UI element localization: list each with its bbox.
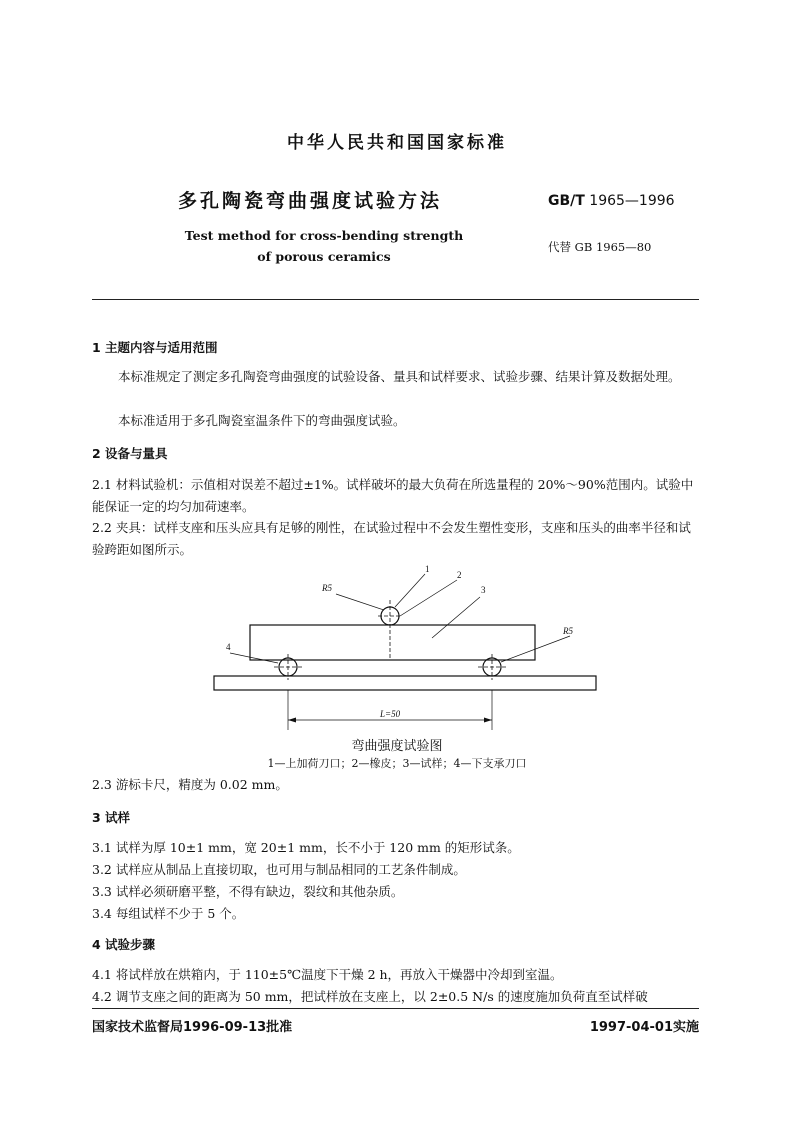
label-3: 3 bbox=[481, 585, 486, 595]
standard-code: 1965—1996 bbox=[589, 193, 675, 209]
footer-divider bbox=[92, 1008, 699, 1009]
figure-legend: 1—上加荷刀口；2—橡皮；3—试样；4—下支承刀口 bbox=[267, 757, 527, 770]
english-title-line2: of porous ceramics bbox=[257, 249, 391, 264]
header-divider bbox=[92, 299, 699, 300]
clause-4-2: 4.2 调节支座之间的距离为 50 mm，把试样放在支座上，以 2±0.5 N/s 的速度施加负荷直至试样破 bbox=[92, 989, 648, 1004]
radius-label-lower: R5 bbox=[563, 626, 573, 636]
span-label: L=50 bbox=[380, 709, 401, 719]
section-4-heading: 4 试验步骤 bbox=[92, 937, 156, 952]
clause-4-1: 4.1 将试样放在烘箱内，于 110±5℃温度下干燥 2 h，再放入干燥器中冷却到室温。 bbox=[92, 967, 563, 982]
section-3-heading: 3 试样 bbox=[92, 810, 131, 825]
document-title: 多孔陶瓷弯曲强度试验方法 bbox=[178, 190, 443, 212]
clause-3-3: 3.3 试样必须研磨平整，不得有缺边，裂纹和其他杂质。 bbox=[92, 884, 404, 899]
clause-3-2: 3.2 试样应从制品上直接切取，也可用与制品相同的工艺条件制成。 bbox=[92, 862, 466, 877]
national-standard-heading: 中华人民共和国国家标准 bbox=[287, 133, 507, 153]
standard-prefix: GB/T bbox=[548, 193, 585, 209]
clause-3-1: 3.1 试样为厚 10±1 mm，宽 20±1 mm，长不小于 120 mm 的矩形试条。 bbox=[92, 840, 520, 855]
clause-2-2: 2.2 夹具：试样支座和压头应具有足够的刚性，在试验过程中不会发生塑性变形，支座和压头的曲率半径和试验跨距如图所示。 bbox=[92, 520, 691, 557]
approval-date: 国家技术监督局1996-09-13批准 bbox=[92, 1020, 293, 1035]
effective-date: 1997-04-01实施 bbox=[589, 1020, 699, 1035]
figure-caption: 弯曲强度试验图 bbox=[351, 739, 443, 754]
radius-label-upper: R5 bbox=[322, 583, 332, 593]
label-1: 1 bbox=[425, 564, 430, 574]
bending-test-diagram bbox=[200, 560, 610, 730]
base-plate bbox=[214, 676, 596, 690]
section-1-paragraph-1: 本标准规定了测定多孔陶瓷弯曲强度的试验设备、量具和试样要求、试验步骤、结果计算及数据处理。 bbox=[118, 369, 681, 384]
clause-3-4: 3.4 每组试样不少于 5 个。 bbox=[92, 906, 245, 921]
replaces-standard: 代替 GB 1965—80 bbox=[548, 240, 652, 254]
clause-2-1: 2.1 材料试验机：示值相对误差不超过±1%。试样破坏的最大负荷在所选量程的 20%～90%范围内。试验中能保证一定的均匀加荷速率。 bbox=[92, 477, 694, 514]
label-2: 2 bbox=[457, 570, 462, 580]
section-1-paragraph-2: 本标准适用于多孔陶瓷室温条件下的弯曲强度试验。 bbox=[118, 413, 406, 428]
section-1-heading: 1 主题内容与适用范围 bbox=[92, 340, 218, 355]
label-4: 4 bbox=[226, 642, 231, 652]
clause-2-3: 2.3 游标卡尺，精度为 0.02 mm。 bbox=[92, 777, 288, 792]
standard-number bbox=[548, 193, 675, 209]
english-title-line1: Test method for cross-bending strength bbox=[184, 228, 464, 243]
section-2-heading: 2 设备与量具 bbox=[92, 446, 168, 461]
